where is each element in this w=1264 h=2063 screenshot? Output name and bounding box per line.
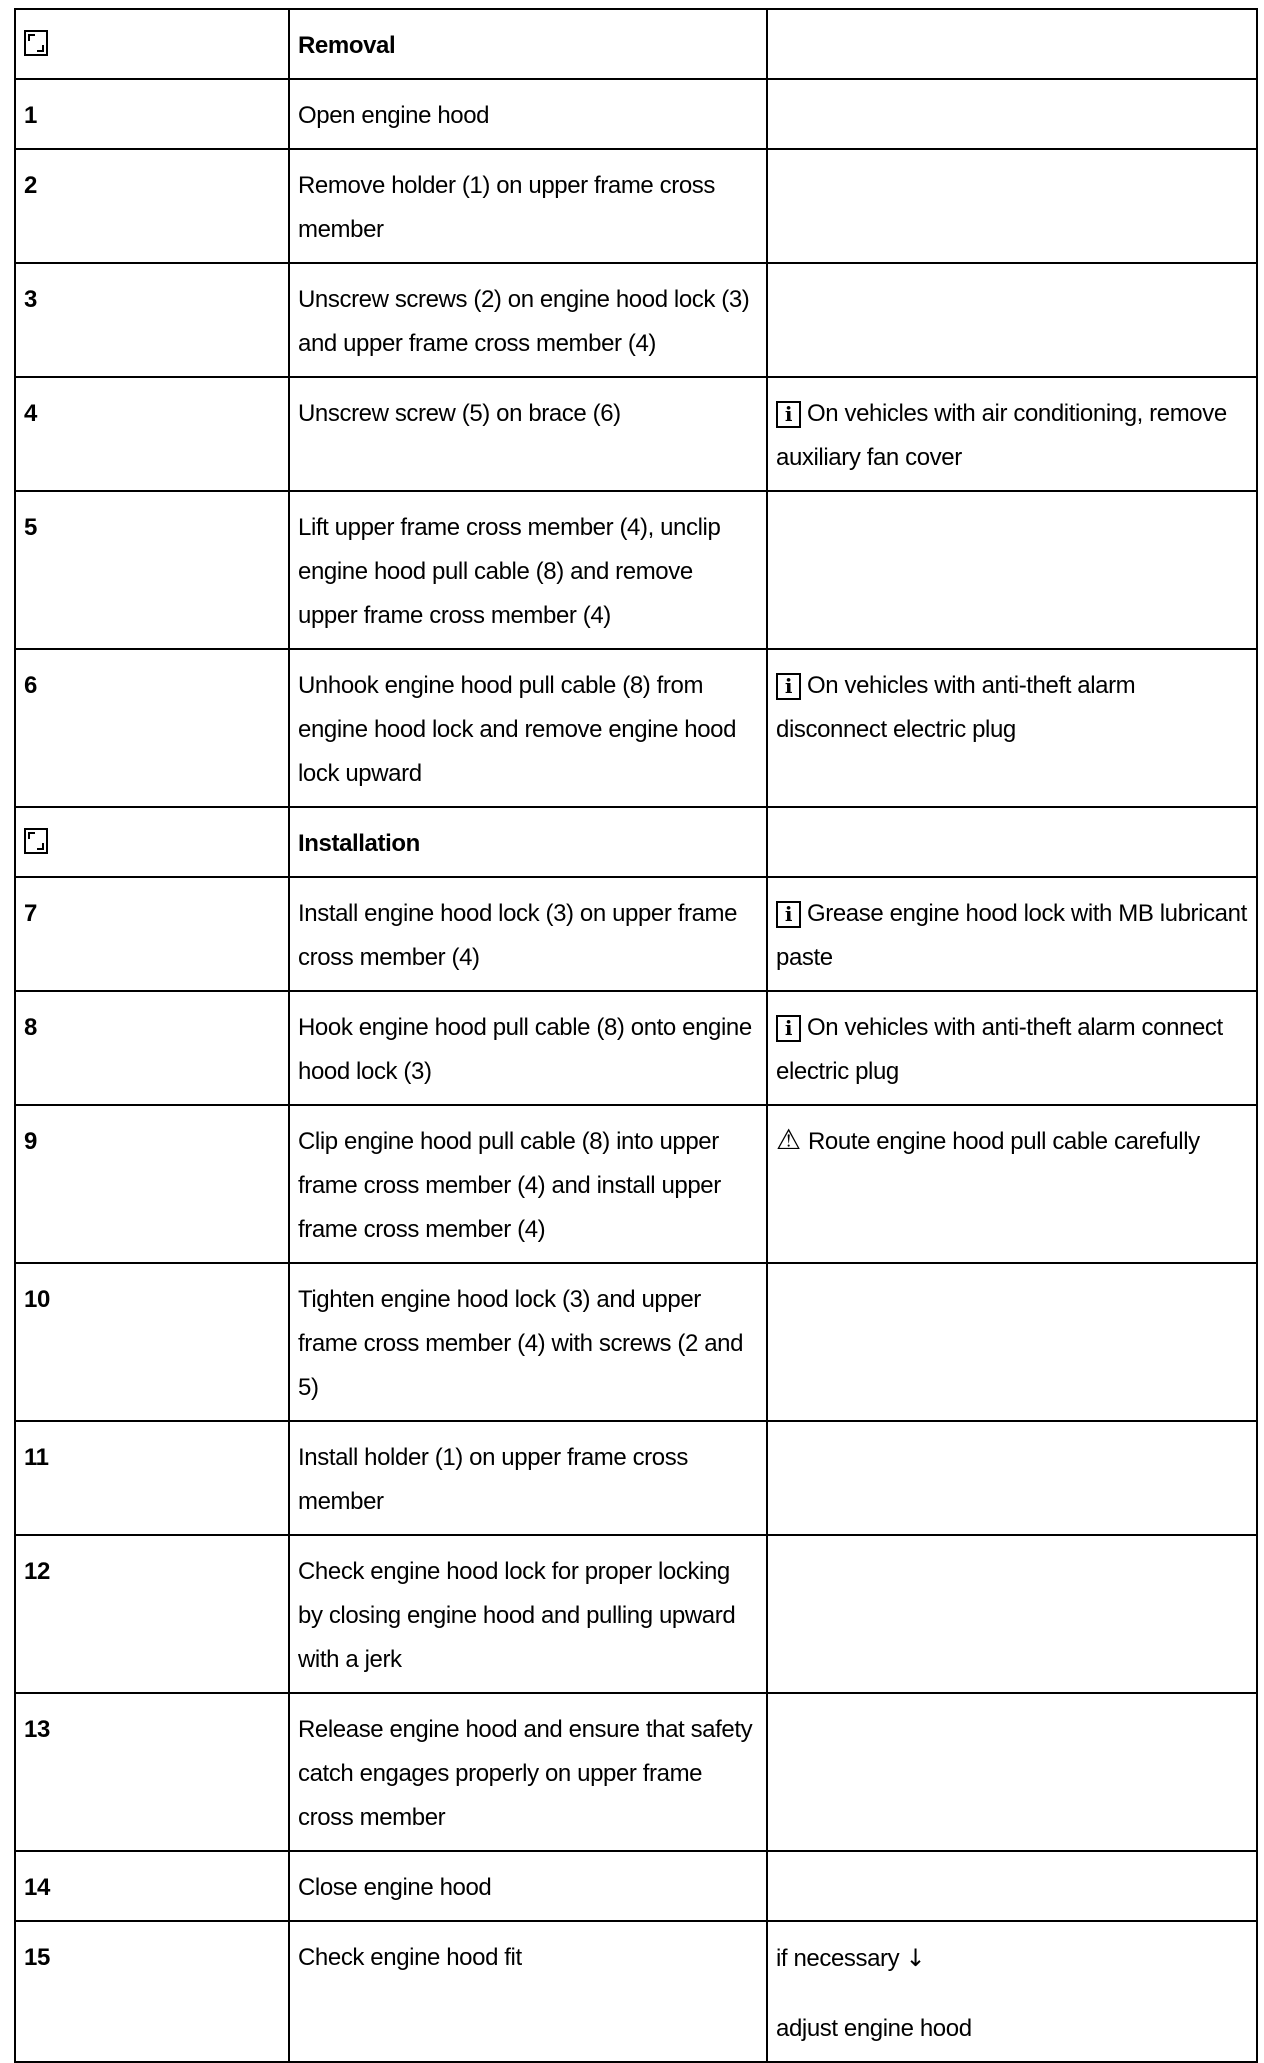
step-action: Release engine hood and ensure that safety catch engages properly on upper frame cross member bbox=[289, 1693, 767, 1851]
step-number: 4 bbox=[15, 377, 289, 491]
note-cell bbox=[767, 79, 1257, 149]
table-row bbox=[15, 1851, 1257, 1921]
step-action: Hook engine hood pull cable (8) onto engine hood lock (3) bbox=[289, 991, 767, 1105]
step-number: 15 bbox=[15, 1921, 289, 2062]
note-cell bbox=[767, 649, 1257, 807]
note-cell bbox=[767, 263, 1257, 377]
note-cell bbox=[767, 377, 1257, 491]
installation-symbol-icon bbox=[24, 828, 48, 854]
step-action: Unscrew screws (2) on engine hood lock (3) and upper frame cross member (4) bbox=[289, 263, 767, 377]
note-cell bbox=[767, 807, 1257, 877]
step-number: 5 bbox=[15, 491, 289, 649]
step-action: Clip engine hood pull cable (8) into upper frame cross member (4) and install upper frame cross member (4) bbox=[289, 1105, 767, 1263]
note-cell bbox=[767, 1851, 1257, 1921]
warning-icon: ⚠ bbox=[776, 1123, 801, 1156]
step-number: 11 bbox=[15, 1421, 289, 1535]
section-symbol-cell bbox=[15, 807, 289, 877]
info-icon: i bbox=[776, 673, 801, 700]
step-action: Unhook engine hood pull cable (8) from engine hood lock and remove engine hood lock upward bbox=[289, 649, 767, 807]
step-action: Close engine hood bbox=[289, 1851, 767, 1921]
note-cell bbox=[767, 1693, 1257, 1851]
step-action: Remove holder (1) on upper frame cross member bbox=[289, 149, 767, 263]
table-row bbox=[15, 877, 1257, 991]
step-action: Lift upper frame cross member (4), unclip engine hood pull cable (8) and remove upper frame cross member (4) bbox=[289, 491, 767, 649]
step-number: 14 bbox=[15, 1851, 289, 1921]
table-row bbox=[15, 491, 1257, 649]
info-icon: i bbox=[776, 1015, 801, 1042]
table-row bbox=[15, 991, 1257, 1105]
note-cell bbox=[767, 1921, 1257, 2062]
step-action: Check engine hood lock for proper locking by closing engine hood and pulling upward with a jerk bbox=[289, 1535, 767, 1693]
note-line bbox=[776, 1936, 1248, 1981]
table-row bbox=[15, 377, 1257, 491]
step-number: 7 bbox=[15, 877, 289, 991]
step-number: 12 bbox=[15, 1535, 289, 1693]
step-number: 10 bbox=[15, 1263, 289, 1421]
step-number: 6 bbox=[15, 649, 289, 807]
note-cell bbox=[767, 491, 1257, 649]
table-row bbox=[15, 263, 1257, 377]
step-action: Unscrew screw (5) on brace (6) bbox=[289, 377, 767, 491]
spacer bbox=[776, 1981, 1248, 2007]
table-row bbox=[15, 1921, 1257, 2062]
step-number: 9 bbox=[15, 1105, 289, 1263]
step-note: adjust engine hood bbox=[776, 2015, 972, 2042]
step-note: if necessary bbox=[776, 1945, 900, 1972]
note-cell bbox=[767, 1535, 1257, 1693]
section-title: Removal bbox=[289, 9, 767, 79]
step-number: 2 bbox=[15, 149, 289, 263]
step-note: Route engine hood pull cable carefully bbox=[808, 1128, 1200, 1155]
note-cell bbox=[767, 1263, 1257, 1421]
table-row bbox=[15, 1421, 1257, 1535]
removal-symbol-icon bbox=[24, 30, 48, 56]
table-row bbox=[15, 1263, 1257, 1421]
section-header-installation bbox=[15, 807, 1257, 877]
note-cell bbox=[767, 991, 1257, 1105]
note-cell bbox=[767, 9, 1257, 79]
step-action: Install holder (1) on upper frame cross member bbox=[289, 1421, 767, 1535]
step-action: Check engine hood fit bbox=[289, 1921, 767, 2062]
step-number: 3 bbox=[15, 263, 289, 377]
note-cell bbox=[767, 149, 1257, 263]
table-row bbox=[15, 1105, 1257, 1263]
table-row bbox=[15, 79, 1257, 149]
note-cell bbox=[767, 1105, 1257, 1263]
section-header-removal bbox=[15, 9, 1257, 79]
step-number: 8 bbox=[15, 991, 289, 1105]
table-row bbox=[15, 1535, 1257, 1693]
table-row bbox=[15, 649, 1257, 807]
step-note: On vehicles with anti-theft alarm connect electric plug bbox=[776, 1014, 1223, 1085]
section-title: Installation bbox=[289, 807, 767, 877]
step-note: On vehicles with anti-theft alarm disconnect electric plug bbox=[776, 672, 1136, 743]
table-row bbox=[15, 1693, 1257, 1851]
step-note: Grease engine hood lock with MB lubricant paste bbox=[776, 900, 1247, 971]
section-symbol-cell bbox=[15, 9, 289, 79]
note-cell bbox=[767, 1421, 1257, 1535]
step-number: 1 bbox=[15, 79, 289, 149]
procedure-table bbox=[14, 8, 1258, 2063]
arrow-down-icon: ↓ bbox=[905, 1944, 926, 1972]
note-cell bbox=[767, 877, 1257, 991]
table-row bbox=[15, 149, 1257, 263]
step-action: Tighten engine hood lock (3) and upper frame cross member (4) with screws (2 and 5) bbox=[289, 1263, 767, 1421]
info-icon: i bbox=[776, 401, 801, 428]
step-action: Install engine hood lock (3) on upper frame cross member (4) bbox=[289, 877, 767, 991]
step-note: On vehicles with air conditioning, remove auxiliary fan cover bbox=[776, 400, 1227, 471]
step-action: Open engine hood bbox=[289, 79, 767, 149]
step-number: 13 bbox=[15, 1693, 289, 1851]
info-icon: i bbox=[776, 901, 801, 928]
